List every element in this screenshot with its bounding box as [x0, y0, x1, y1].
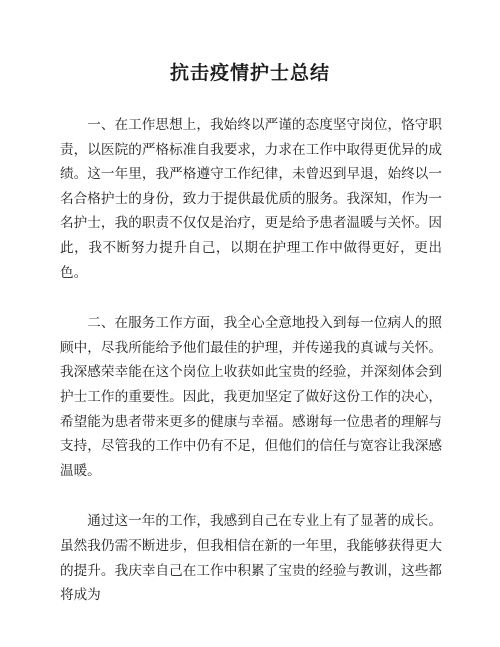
paragraph-service-work: 二、在服务工作方面，我全心全意地投入到每一位病人的照顾中，尽我所能给予他们最佳的护理，并传递我的真诚与关怀。我深感荣幸能在这个岗位上收获如此宝贵的经验，并深刻体会到护士工作的重要性。因此，我更加坚定了做好这份工作的决心，希望能为患者带来更多的健康与幸福。感谢每一位患者的理解与支持，尽管我的工作中仍有不足，但他们的信任与宽容让我深感温暖。 [60, 315, 442, 479]
document-title: 抗击疫情护士总结 [169, 62, 330, 84]
document-body [60, 113, 442, 634]
paragraph-work-attitude: 一、在工作思想上，我始终以严谨的态度坚守岗位，恪守职责，以医院的严格标准自我要求，力求在工作中取得更优异的成绩。这一年里，我严格遵守工作纪律，未曾迟到早退，始终以一名合格护士的身份，致力于提供最优质的服务。我深知，作为一名护士，我的职责不仅仅是治疗，更是给予患者温暖与关怀。因此，我不断努力提升自己，以期在护理工作中做得更好，更出色。 [60, 117, 442, 281]
paragraph-growth-summary: 通过这一年的工作，我感到自己在专业上有了显著的成长。虽然我仍需不断进步，但我相信在新的一年里，我能够获得更大的提升。我庆幸自己在工作中积累了宝贵的经验与教训，这些都将成为 [60, 513, 442, 604]
